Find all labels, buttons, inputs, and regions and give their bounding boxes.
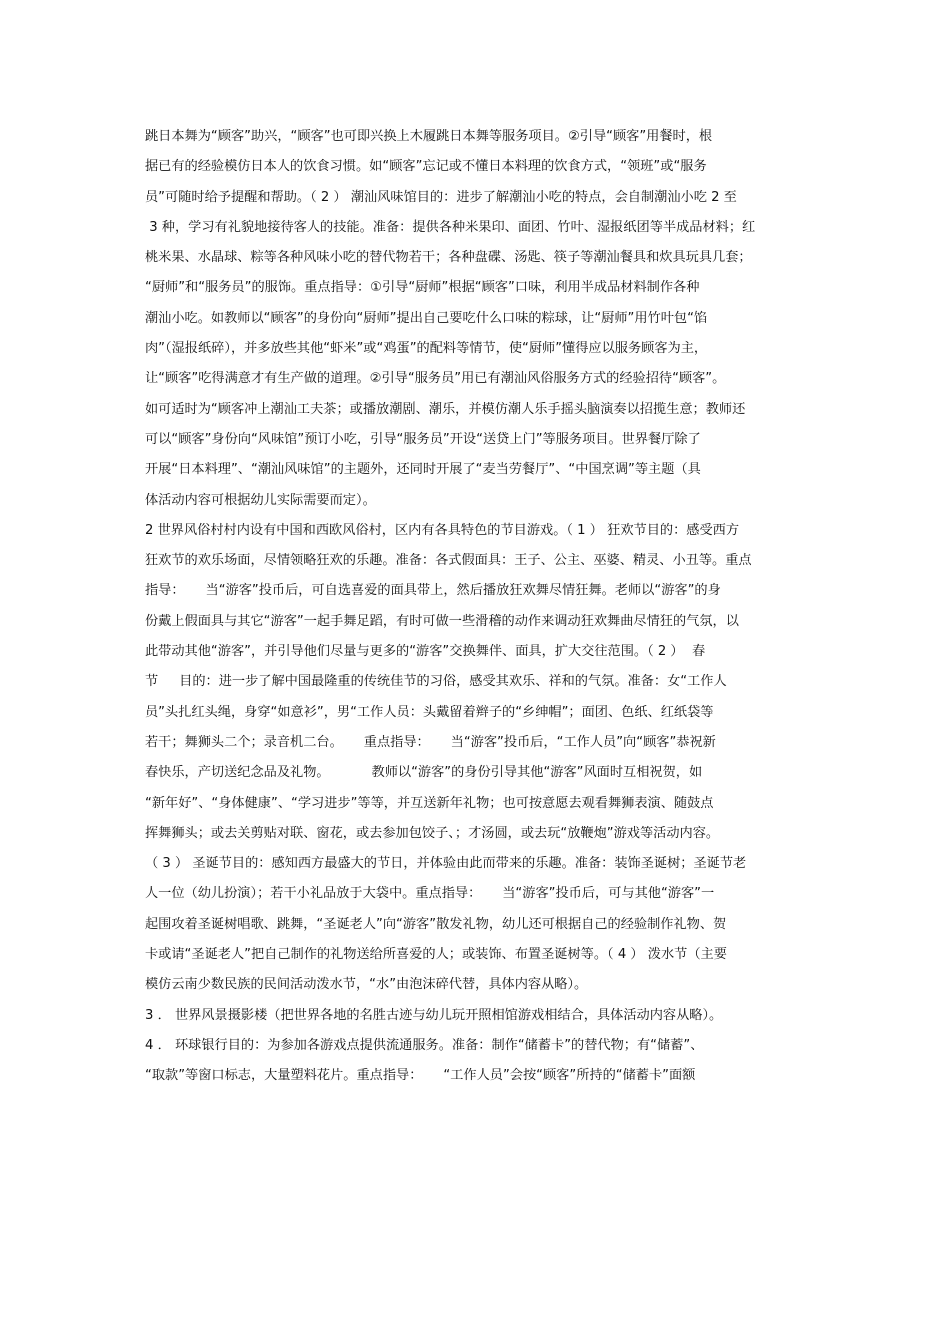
text-line: 此带动其他“游客”，并引导他们尽量与更多的“游客”交换舞伴、面具，扩大交往范围。（ 2 ） 春 xyxy=(145,644,706,660)
text-line: 可以“顾客”身份向“风味馆”预订小吃，引导“服务员”开设“送贷上门”等服务项目。世界餐厅除了 xyxy=(145,431,701,447)
text-line: 员”可随时给予提醒和帮助。（ 2 ） 潮汕风味馆目的：进步了解潮汕小吃的特点，会自制潮汕小吃 2 至 xyxy=(145,189,737,205)
text-line: 潮汕小吃。如教师以“顾客”的身份向“厨师”提出自己要吃什么口味的粽球，让“厨师”用竹叶包“馅 xyxy=(145,310,708,326)
text-line: 开展“日本料理”、“潮汕风味馆”的主题外，还同时开展了“麦当劳餐厅”、“中国烹调”等主题（具 xyxy=(145,462,701,478)
text-line: 桃米果、水晶球、粽等各种风味小吃的替代物若干；各种盘碟、汤匙、筷子等潮汕餐具和炊具玩具几套； xyxy=(145,250,752,266)
text-line: 指导： 当“游客”投币后，可自选喜爱的面具带上，然后播放狂欢舞尽情狂舞。老师以“游客”的身 xyxy=(145,583,721,599)
text-line: 肉”（湿报纸碎），并多放些其他“虾米”或“鸡蛋”的配料等情节，使“厨师”懂得应以服务顾客为主， xyxy=(145,341,708,357)
text-line: 起围攻着圣诞树唱歌、跳舞，“圣诞老人”向“游客”散发礼物，幼儿还可根据自己的经验制作礼物、贺 xyxy=(145,916,727,932)
text-line: 4 ． 环球银行目的：为参加各游戏点提供流通服务。准备：制作“储蓄卡”的替代物；有“储蓄”、 xyxy=(145,1037,704,1053)
text-line: 模仿云南少数民族的民间活动泼水节，“水”由泡沫碎代替，具体内容从略）。 xyxy=(145,977,588,993)
text-line: 体活动内容可根据幼儿实际需要而定）。 xyxy=(145,492,376,508)
text-line: 狂欢节的欢乐场面，尽情领略狂欢的乐趣。准备：各式假面具：王子、公主、巫婆、精灵、小丑等。重点 xyxy=(145,553,752,569)
text-line: 卡或请“圣诞老人”把自己制作的礼物送给所喜爱的人；或装饰、布置圣诞树等。（ 4 ） 泼水节（主要 xyxy=(145,947,727,963)
text-line: 3 ． 世界风景摄影楼（把世界各地的名胜古迹与幼儿玩开照相馆游戏相结合，具体活动内容从略）。 xyxy=(145,1007,723,1023)
text-line: 员”头扎红头绳，身穿“如意衫”，男“工作人员：头戴留着辫子的“乡绅帽”；面团、色纸、红纸袋等 xyxy=(145,704,714,720)
text-line: 据已有的经验模仿日本人的饮食习惯。如“顾客”忘记或不懂日本料理的饮食方式，“领班”或“服务 xyxy=(145,159,707,175)
text-line: “取款”等窗口标志，大量塑料花片。重点指导： “工作人员”会按“顾客”所持的“储蓄卡”面额 xyxy=(145,1068,696,1084)
text-line: 若干；舞狮头二个；录音机二台。 重点指导： 当“游客”投币后，“工作人员”向“顾客”恭祝新 xyxy=(145,734,716,750)
text-line: 挥舞狮头；或去关剪贴对联、窗花，或去参加包饺子、；才汤圆，或去玩“放鞭炮”游戏等活动内容。 xyxy=(145,825,720,841)
text-line: 春快乐，产切送纪念品及礼物。 教师以“游客”的身份引导其他“游客”风面时互相祝贺，如 xyxy=(145,765,703,781)
text-line: “新年好”、“身体健康”、“学习进步”等等，并互送新年礼物；也可按意愿去观看舞狮表演、随鼓点 xyxy=(145,795,714,811)
text-line: （ 3 ） 圣诞节目的：感知西方最盛大的节日，并体验由此而带来的乐趣。准备：装饰圣诞树；圣诞节老 xyxy=(145,856,747,872)
text-line: 2 世界风俗村村内设有中国和西欧风俗村，区内有各具特色的节目游戏。（ 1 ） 狂欢节目的：感受西方 xyxy=(145,522,740,538)
body-text xyxy=(145,122,817,1092)
text-line: 3 种，学习有礼貌地接待客人的技能。准备：提供各种米果印、面团、竹叶、湿报纸团等半成品材料；红 xyxy=(145,219,756,235)
text-line: 人一位（幼儿扮演）；若干小礼品放于大袋中。重点指导： 当“游客”投币后，可与其他“游客”一 xyxy=(145,886,715,902)
text-line: 节 目的：进一步了解中国最隆重的传统佳节的习俗，感受其欢乐、祥和的气氛。准备：女“工作人 xyxy=(145,674,727,690)
text-line: 跳日本舞为“顾客”助兴，“顾客”也可即兴换上木履跳日本舞等服务项目。②引导“顾客”用餐时，根 xyxy=(145,129,713,144)
text-line: 如可适时为“顾客冲上潮汕工夫茶；或播放潮剧、潮乐，并模仿潮人乐手摇头脑演奏以招揽生意；教师还 xyxy=(145,401,746,417)
text-line: 份戴上假面具与其它“游客”一起手舞足蹈，有时可做一些滑稽的动作来调动狂欢舞曲尽情狂的气氛，以 xyxy=(145,613,739,629)
text-line: 让“顾客”吃得满意才有生产做的道理。②引导“服务员”用已有潮汕风俗服务方式的经验招待“顾客”。 xyxy=(145,371,726,387)
text-line: “厨师”和“服务员”的服饰。重点指导：①引导“厨师”根据“顾客”口味，利用半成品材料制作各种 xyxy=(145,280,700,296)
